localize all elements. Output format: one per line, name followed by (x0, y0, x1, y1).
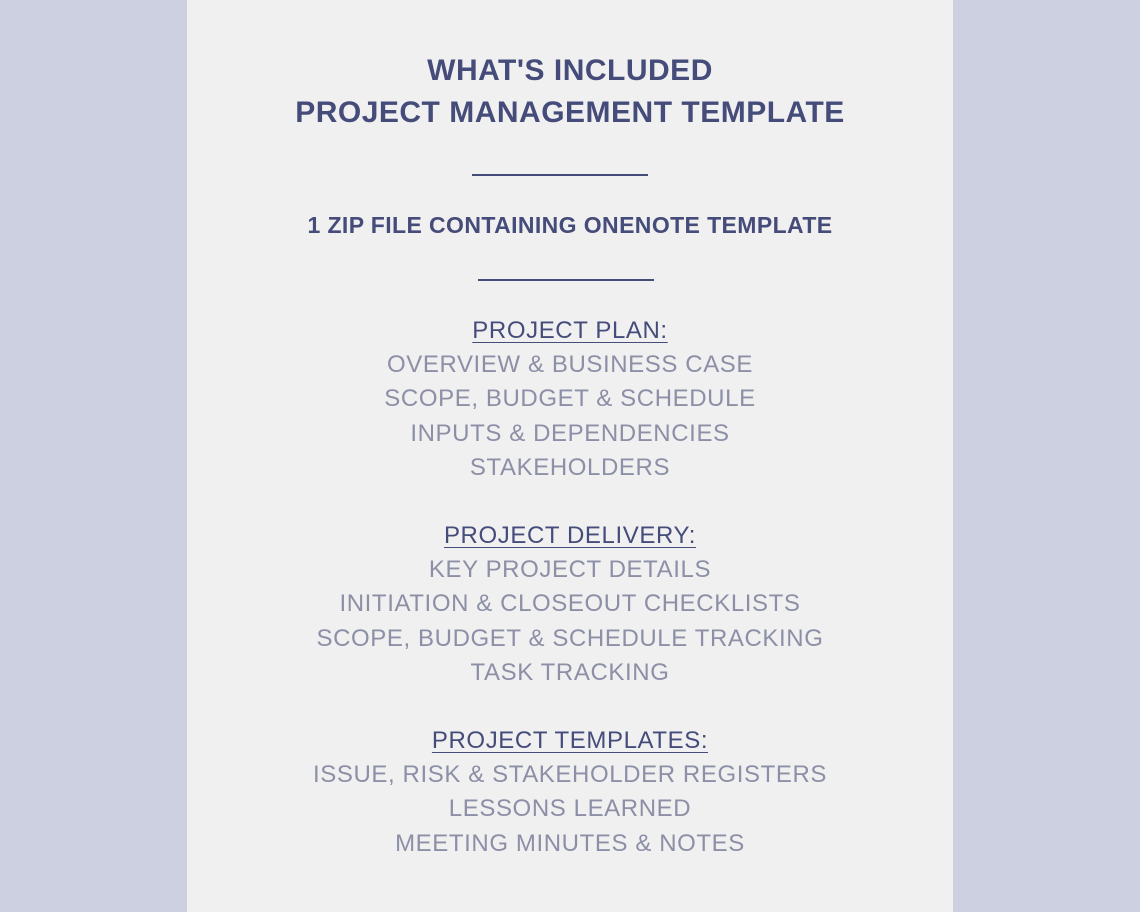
list-item: MEETING MINUTES & NOTES (395, 829, 745, 857)
list-item: KEY PROJECT DETAILS (428, 556, 712, 584)
list-item: ISSUE, RISK & STAKEHOLDER REGISTERS (312, 761, 827, 789)
section-heading: PROJECT TEMPLATES: (431, 727, 709, 754)
section-project-plan (187, 314, 953, 485)
title-line-2: PROJECT MANAGEMENT TEMPLATE (295, 96, 845, 129)
section-project-delivery (187, 519, 953, 690)
list-item: SCOPE, BUDGET & SCHEDULE TRACKING (316, 624, 824, 652)
divider-bottom (478, 279, 654, 281)
list-item: OVERVIEW & BUSINESS CASE (386, 351, 754, 379)
section-heading: PROJECT DELIVERY: (443, 522, 697, 549)
page-title (187, 50, 953, 134)
content-panel (187, 0, 953, 912)
list-item: STAKEHOLDERS (469, 453, 671, 481)
section-heading: PROJECT PLAN: (472, 317, 668, 344)
list-item: LESSONS LEARNED (448, 795, 692, 823)
divider-top (472, 174, 648, 176)
section-project-templates (187, 724, 953, 861)
list-item: TASK TRACKING (470, 658, 670, 686)
title-line-1: WHAT'S INCLUDED (427, 54, 713, 87)
subtitle: 1 ZIP FILE CONTAINING ONENOTE TEMPLATE (307, 212, 833, 238)
list-item: SCOPE, BUDGET & SCHEDULE (384, 385, 756, 413)
list-item: INPUTS & DEPENDENCIES (410, 419, 730, 447)
list-item: INITIATION & CLOSEOUT CHECKLISTS (339, 590, 801, 618)
